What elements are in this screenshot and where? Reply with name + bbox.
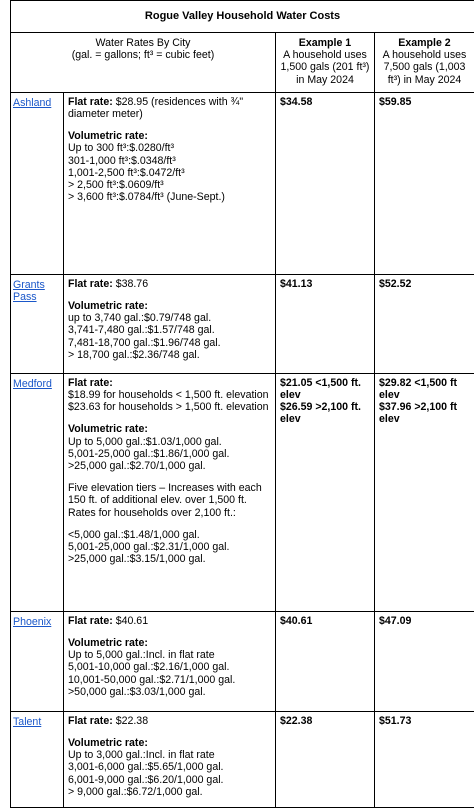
example2-value: $52.52: [375, 274, 474, 373]
table-row: [11, 373, 474, 611]
rates-cell: [64, 611, 276, 711]
rate-line: Up to 3,000 gal.:Incl. in flat rate: [68, 749, 272, 761]
rate-line: 301-1,000 ft³:$.0348/ft³: [68, 155, 272, 167]
flat-rate-label: Flat rate:: [68, 278, 113, 290]
rate-line: Up to 5,000 gal.:$1.03/1,000 gal.: [68, 436, 272, 448]
example1-value: $40.61: [276, 611, 375, 711]
example1-value: $41.13: [276, 274, 375, 373]
flat-rate-label: Flat rate:: [68, 377, 272, 389]
rate-line: <5,000 gal.:$1.48/1,000 gal.: [68, 529, 272, 541]
city-link-talent[interactable]: Talent: [13, 716, 41, 728]
table-row: [11, 92, 474, 274]
rate-line: >25,000 gal.:$3.15/1,000 gal.: [68, 553, 272, 565]
city-link-phoenix[interactable]: Phoenix: [13, 616, 51, 628]
example1-header: [276, 33, 375, 93]
example1-value: [276, 373, 375, 611]
example1-low-elev: $21.05 <1,500 ft. elev: [280, 377, 371, 401]
rate-line: > 3,600 ft³:$.0784/ft³ (June-Sept.): [68, 191, 272, 203]
volumetric-rate-label: Volumetric rate:: [68, 737, 272, 749]
rates-header: [11, 33, 276, 93]
example2-desc: A household uses 7,500 gals (1,003 ft³) in May 2024: [378, 49, 471, 86]
example2-value: $51.73: [375, 711, 474, 807]
rates-cell: [64, 274, 276, 373]
rate-line: 3,001-6,000 gal.:$5.65/1,000 gal.: [68, 761, 272, 773]
rate-line: 5,001-10,000 gal.:$2.16/1,000 gal.: [68, 661, 272, 673]
example2-title: Example 2: [378, 37, 471, 49]
table-row: [11, 711, 474, 807]
rate-line: >50,000 gal.:$3.03/1,000 gal.: [68, 686, 272, 698]
example1-desc: A household uses 1,500 gals (201 ft³) in May 2024: [279, 49, 371, 86]
water-cost-table: [10, 0, 474, 808]
rate-line: Up to 5,000 gal.:Incl. in flat rate: [68, 649, 272, 661]
city-cell: [11, 92, 64, 274]
city-link-medford[interactable]: Medford: [13, 378, 52, 390]
example1-title: Example 1: [279, 37, 371, 49]
rate-line: 6,001-9,000 gal.:$6.20/1,000 gal.: [68, 774, 272, 786]
city-link-grants-pass[interactable]: Grants Pass: [13, 279, 45, 303]
example2-low-elev: $29.82 <1,500 ft elev: [379, 377, 471, 401]
flat-rate-text: $28.95 (residences with ¾" diameter meter): [68, 96, 243, 120]
example1-high-elev: $26.59 >2,100 ft. elev: [280, 401, 371, 425]
city-cell: [11, 373, 64, 611]
volumetric-rate-label: Volumetric rate:: [68, 300, 272, 312]
rate-line: 10,001-50,000 gal.:$2.71/1,000 gal.: [68, 674, 272, 686]
elevation-tier-note: Five elevation tiers – Increases with each 150 ft. of additional elev. over 1,500 ft. Rates for households over 2,100 ft.:: [68, 482, 272, 519]
city-cell: [11, 611, 64, 711]
table-row: [11, 611, 474, 711]
city-cell: [11, 711, 64, 807]
volumetric-rate-label: Volumetric rate:: [68, 423, 272, 435]
flat-rate-text: $40.61: [113, 615, 148, 627]
flat-rate-line: $18.99 for households < 1,500 ft. elevation: [68, 389, 272, 401]
table-row: [11, 274, 474, 373]
example2-header: [375, 33, 474, 93]
volumetric-rate-label: Volumetric rate:: [68, 637, 272, 649]
rate-line: > 9,000 gal.:$6.72/1,000 gal.: [68, 786, 272, 798]
header-row: [11, 33, 474, 93]
flat-rate-text: $38.76: [113, 278, 148, 290]
flat-rate-label: Flat rate:: [68, 96, 113, 108]
rate-line: > 18,700 gal.:$2.36/748 gal.: [68, 349, 272, 361]
rate-line: >25,000 gal.:$2.70/1,000 gal.: [68, 460, 272, 472]
rate-line: 3,741-7,480 gal.:$1.57/748 gal.: [68, 324, 272, 336]
rate-line: 1,001-2,500 ft³:$.0472/ft³: [68, 167, 272, 179]
example2-value: $47.09: [375, 611, 474, 711]
rates-cell: [64, 711, 276, 807]
volumetric-rate-label: Volumetric rate:: [68, 130, 272, 142]
example2-high-elev: $37.96 >2,100 ft elev: [379, 401, 471, 425]
rates-header-title: Water Rates By City: [14, 37, 272, 49]
rates-cell: [64, 92, 276, 274]
flat-rate-text: $22.38: [113, 715, 148, 727]
rate-line: 7,481-18,700 gal.:$1.96/748 gal.: [68, 337, 272, 349]
city-link-ashland[interactable]: Ashland: [13, 97, 51, 109]
city-cell: [11, 274, 64, 373]
rate-line: > 2,500 ft³:$.0609/ft³: [68, 179, 272, 191]
example1-value: $34.58: [276, 92, 375, 274]
flat-rate-label: Flat rate:: [68, 615, 113, 627]
rate-line: up to 3,740 gal.:$0.79/748 gal.: [68, 312, 272, 324]
rate-line: Up to 300 ft³:$.0280/ft³: [68, 142, 272, 154]
rate-line: 5,001-25,000 gal.:$2.31/1,000 gal.: [68, 541, 272, 553]
rates-cell: [64, 373, 276, 611]
rate-line: 5,001-25,000 gal.:$1.86/1,000 gal.: [68, 448, 272, 460]
flat-rate-line: $23.63 for households > 1,500 ft. elevation: [68, 401, 272, 413]
example2-value: $59.85: [375, 92, 474, 274]
table-title: Rogue Valley Household Water Costs: [11, 1, 474, 33]
rates-header-units: (gal. = gallons; ft³ = cubic feet): [14, 49, 272, 61]
example2-value: [375, 373, 474, 611]
example1-value: $22.38: [276, 711, 375, 807]
flat-rate-label: Flat rate:: [68, 715, 113, 727]
